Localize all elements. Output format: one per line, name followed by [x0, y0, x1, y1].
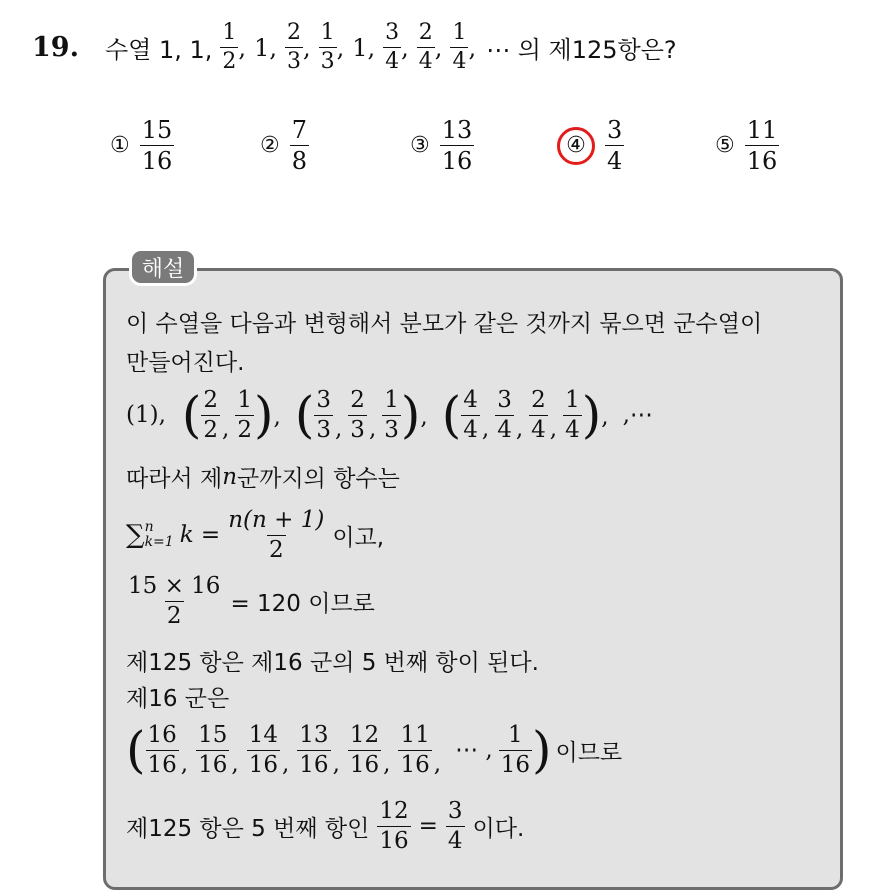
sum-k: k = [179, 522, 221, 548]
solution-line-2: 만들어진다. [126, 350, 245, 376]
group-fraction-num: 1 [237, 386, 252, 413]
g16-comma: , [332, 750, 340, 777]
right-paren: ) [531, 721, 552, 779]
group-left-paren: ( [181, 386, 202, 444]
seq-comma: , [468, 33, 477, 62]
final-frac-2 [446, 797, 465, 854]
seq-fraction [417, 22, 435, 73]
group-fraction [382, 386, 401, 443]
g16-last-num: 1 [508, 721, 523, 748]
group-fraction-num: 4 [463, 386, 478, 413]
group-fraction-den: 2 [203, 416, 219, 443]
group16-line [126, 718, 622, 782]
seq-fraction-den: 2 [222, 49, 237, 74]
group-fraction-den: 3 [384, 416, 399, 443]
sum-fraction [226, 506, 326, 563]
g16-fraction-num: 16 [147, 721, 177, 748]
sum-bottom: k=1 [144, 534, 174, 550]
seq-fraction [450, 22, 468, 73]
left-paren: ( [126, 721, 146, 779]
choice-fraction-num: 11 [746, 116, 778, 144]
g16-fraction [297, 721, 330, 778]
seq-comma: , [238, 33, 247, 62]
seq-comma: , [302, 33, 311, 62]
group-fraction [529, 386, 548, 443]
choice-fraction-den: 4 [607, 147, 623, 175]
sum-limits [145, 520, 174, 551]
group-fraction-num: 3 [316, 386, 331, 413]
choice-fraction-num: 13 [441, 116, 473, 144]
seq-fraction-num: 1 [222, 20, 237, 45]
choice-fraction [605, 118, 624, 173]
g16-fraction-num: 13 [299, 721, 329, 748]
line4-a: 따라서 제 [126, 466, 223, 492]
group-fraction-num: 2 [203, 386, 219, 413]
groups-suffix: ,⋯ [622, 402, 653, 428]
choice-5[interactable] [715, 118, 779, 173]
seq-fraction-den: 4 [418, 49, 433, 74]
question-line [32, 22, 677, 73]
choice-fraction-num: 15 [141, 116, 173, 144]
group-fraction [563, 386, 582, 443]
g16-fraction [146, 721, 179, 778]
seq-comma: , [401, 33, 409, 62]
g16-fraction-den: 16 [299, 751, 329, 778]
g16-fraction-num: 12 [349, 721, 380, 748]
solution-tag: 해설 [129, 248, 197, 286]
group-fraction-den: 3 [350, 416, 365, 443]
calc-line [126, 570, 375, 632]
g16-fraction-den: 16 [147, 751, 177, 778]
final-a: 제125 항은 5 번째 항인 [126, 815, 370, 842]
group16 [146, 721, 450, 778]
group-sep: , [420, 403, 428, 430]
group-left-paren: ( [294, 386, 315, 444]
choice-fraction [440, 118, 475, 173]
g16-fraction-den: 16 [248, 751, 278, 778]
calc-num: 15 × 16 [128, 572, 221, 599]
group-fraction [461, 386, 480, 443]
groups-prefix: (1), [126, 402, 166, 428]
group-right-paren: ) [400, 386, 421, 444]
group-3 [441, 386, 609, 444]
seq-comma: , [336, 33, 345, 62]
group-comma: , [334, 415, 343, 442]
solution-line-4 [126, 460, 400, 493]
group-comma: , [515, 415, 524, 442]
seq-fraction [220, 22, 238, 73]
group-fraction-num: 1 [565, 386, 580, 413]
group-line [126, 384, 653, 446]
group-comma: , [222, 415, 230, 442]
final-n2: 3 [447, 797, 463, 824]
groups [181, 386, 623, 444]
g16-last-den: 16 [500, 751, 530, 778]
choice-2[interactable] [260, 118, 309, 173]
calc-tail: = 120 이므로 [230, 590, 375, 617]
seq-fraction-num: 2 [286, 20, 301, 45]
group-fraction-den: 4 [463, 416, 478, 443]
seq-fraction-den: 3 [286, 49, 301, 74]
seq-fraction [383, 22, 401, 73]
g16-fraction [196, 721, 229, 778]
final-tail: 이다. [472, 815, 525, 842]
solution-line-7: 제125 항은 제16 군의 5 번째 항이 된다. [126, 650, 539, 676]
final-d1: 16 [379, 827, 409, 854]
g16-fraction-den: 16 [349, 751, 380, 778]
final-d2: 4 [447, 827, 463, 854]
g16-fraction-num: 14 [248, 721, 278, 748]
sum-top: n [144, 518, 154, 535]
final-frac-1 [377, 797, 410, 854]
group-sep: , [273, 403, 281, 430]
g16-fraction-num: 15 [198, 721, 228, 748]
choice-4[interactable] [557, 118, 624, 173]
group-1 [181, 386, 281, 444]
g16-comma: , [433, 750, 442, 777]
choice-fraction-den: 16 [746, 147, 778, 175]
g16-comma: , [231, 750, 239, 777]
group-fraction [495, 386, 514, 443]
g16-dots: ⋯ , [455, 737, 493, 763]
g16-fraction-num: 11 [400, 721, 430, 748]
answer-mark-circle [557, 127, 595, 165]
choice-fraction-num: 7 [291, 116, 308, 144]
choice-label: ③ [410, 133, 430, 158]
choice-label: ④ [566, 133, 586, 158]
choice-fraction-den: 16 [441, 147, 473, 175]
sequence [220, 22, 484, 73]
final-line [126, 795, 524, 857]
group-fraction-den: 4 [565, 416, 580, 443]
g16-fraction [398, 721, 431, 778]
group-fraction-num: 2 [531, 386, 546, 413]
question-prefix: 수열 1, 1, [104, 36, 213, 64]
sum-symbol: ∑ [126, 520, 145, 550]
line4-n: n [222, 463, 238, 490]
choice-label: ① [110, 133, 130, 158]
g16-tail: 이므로 [555, 739, 623, 766]
seq-term: 1, [352, 33, 376, 62]
question-number: 19. [32, 32, 79, 63]
solution-line-1: 이 수열을 다음과 변형해서 분모가 같은 것까지 묶으면 군수열이 [126, 311, 763, 337]
g16-comma: , [180, 750, 189, 777]
group-fraction [235, 386, 254, 443]
seq-term: 1, [254, 33, 277, 62]
seq-fraction [285, 22, 303, 73]
seq-fraction-num: 1 [320, 20, 335, 45]
line4-b: 군까지의 항수는 [237, 466, 400, 492]
seq-fraction-num: 1 [452, 20, 467, 45]
final-eq: = [418, 813, 438, 839]
group-right-paren: ) [581, 386, 602, 444]
group-fraction [314, 386, 333, 443]
group-sep: , [601, 403, 609, 430]
g16-fraction [247, 721, 280, 778]
group-left-paren: ( [441, 386, 462, 444]
seq-fraction-num: 2 [418, 20, 433, 45]
seq-comma: , [434, 33, 443, 62]
group-comma: , [481, 415, 490, 442]
group-fraction-den: 2 [237, 416, 252, 443]
g16-last [499, 721, 532, 778]
calc-den: 2 [166, 602, 182, 629]
group-2 [294, 386, 428, 444]
group-comma: , [549, 415, 558, 442]
choice-label: ② [260, 133, 280, 158]
group-fraction-num: 2 [350, 386, 365, 413]
group-fraction-den: 3 [316, 416, 331, 443]
group-fraction-num: 3 [497, 386, 512, 413]
g16-comma: , [383, 750, 391, 777]
g16-fraction [348, 721, 381, 778]
group-fraction-num: 1 [384, 386, 399, 413]
choice-1[interactable] [110, 118, 174, 173]
group-fraction [348, 386, 367, 443]
group-comma: , [368, 415, 377, 442]
calc-fraction [126, 572, 222, 629]
solution-line-8: 제16 군은 [126, 686, 230, 712]
sum-num: n(n + 1) [228, 506, 325, 533]
choice-fraction [745, 118, 780, 173]
choice-fraction [140, 118, 175, 173]
seq-fraction-den: 4 [452, 49, 467, 74]
g16-comma: , [281, 750, 290, 777]
sum-line [126, 505, 384, 565]
group-right-paren: ) [254, 386, 274, 444]
choice-3[interactable] [410, 118, 474, 173]
sum-den: 2 [268, 536, 284, 563]
g16-fraction-den: 16 [198, 751, 228, 778]
group-fraction-den: 4 [497, 416, 512, 443]
group-fraction [201, 386, 220, 443]
sum-tail: 이고, [332, 524, 385, 551]
choice-fraction [290, 118, 309, 173]
seq-fraction-num: 3 [385, 20, 400, 45]
seq-fraction [319, 22, 337, 73]
group-fraction-den: 4 [531, 416, 546, 443]
g16-fraction-den: 16 [400, 751, 430, 778]
seq-fraction-den: 4 [385, 49, 400, 74]
choice-label: ⑤ [715, 133, 735, 158]
choice-fraction-den: 8 [291, 147, 308, 175]
seq-fraction-den: 3 [320, 49, 335, 74]
question-suffix: ⋯ 의 제125항은? [486, 36, 677, 64]
choices [110, 118, 810, 182]
final-n1: 12 [379, 797, 409, 824]
choice-fraction-num: 3 [607, 116, 623, 144]
choice-fraction-den: 16 [141, 147, 173, 175]
